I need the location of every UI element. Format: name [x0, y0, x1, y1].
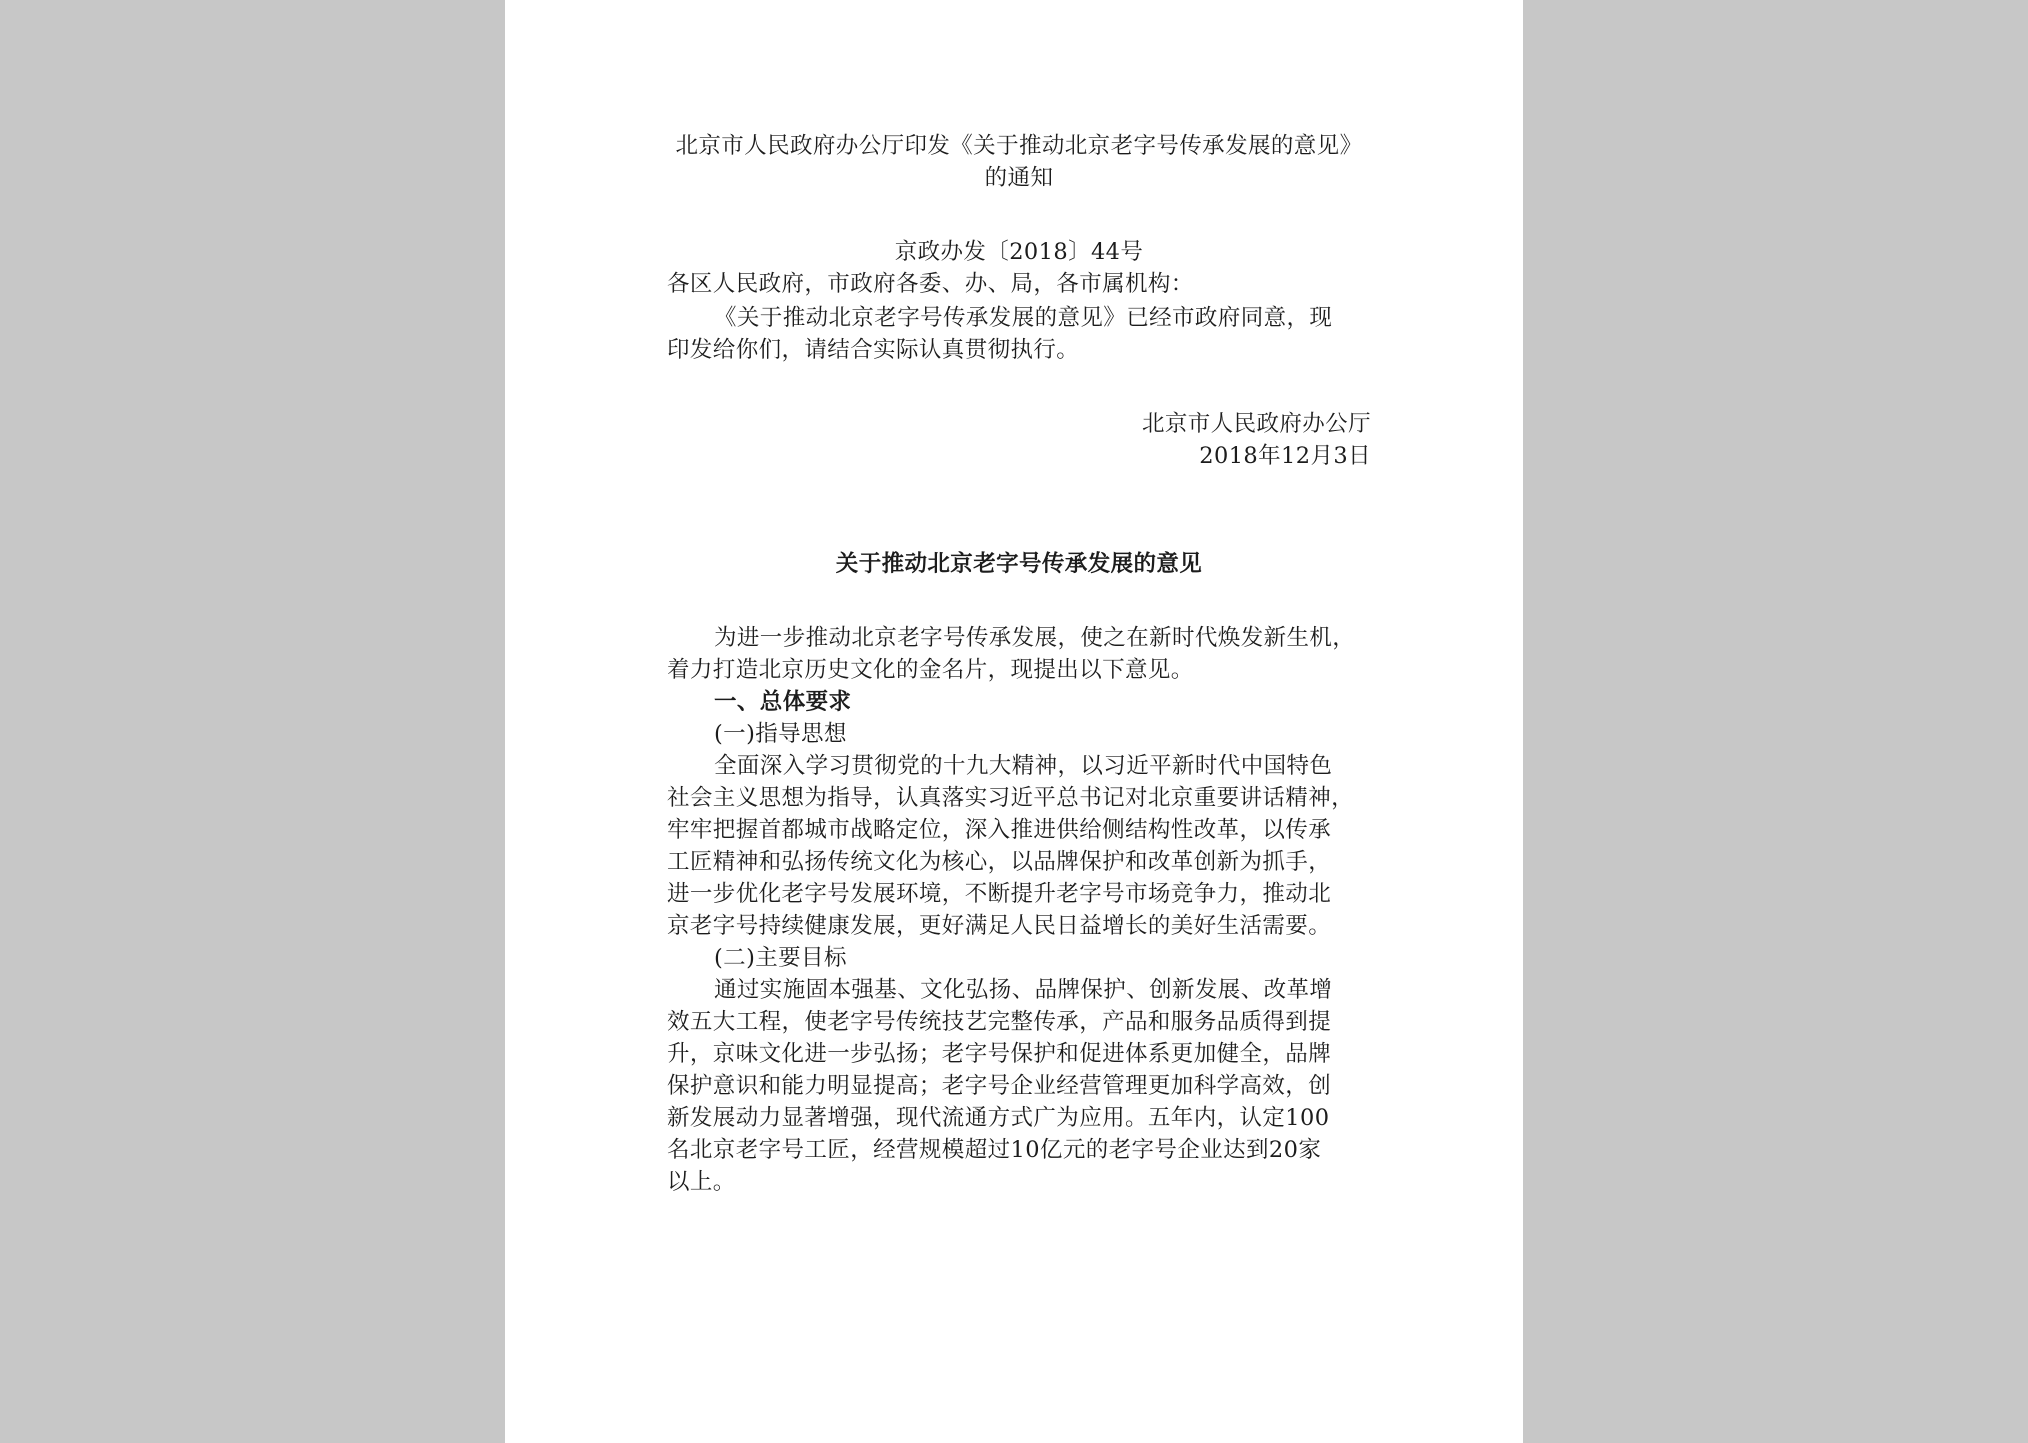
paragraph-line: 通过实施固本强基、文化弘扬、品牌保护、创新发展、改革增: [714, 977, 1333, 1003]
notice-title-line-1: 北京市人民政府办公厅印发《关于推动北京老字号传承发展的意见》: [675, 133, 1363, 159]
paragraph-line: 名北京老字号工匠，经营规模超过10亿元的老字号企业达到20家: [667, 1137, 1322, 1163]
paragraph-line: 工匠精神和弘扬传统文化为核心，以品牌保护和改革创新为抓手，: [667, 849, 1332, 875]
intro-line-2: 着力打造北京历史文化的金名片，现提出以下意见。: [667, 657, 1194, 683]
paragraph-line: 保护意识和能力明显提高；老字号企业经营管理更加科学高效，创: [667, 1073, 1332, 1099]
section-heading-general: 一、总体要求: [714, 689, 852, 715]
paragraph-line: 进一步优化老字号发展环境，不断提升老字号市场竞争力，推动北: [667, 881, 1332, 907]
opinion-intro: [667, 622, 1371, 686]
addressee: 各区人民政府，市政府各委、办、局，各市属机构：: [667, 271, 1194, 297]
notice-body-line-2: 印发给你们，请结合实际认真贯彻执行。: [667, 337, 1080, 363]
page-content: [667, 0, 1371, 1198]
sender-name: 北京市人民政府办公厅: [1141, 411, 1371, 437]
notice-title: [667, 130, 1371, 194]
signature-block: [667, 408, 1371, 472]
guiding-paragraph: [667, 750, 1371, 942]
issue-date: 2018年12月3日: [1199, 443, 1371, 469]
notice-body: [667, 302, 1371, 366]
paragraph-line: 效五大工程，使老字号传统技艺完整传承，产品和服务品质得到提: [667, 1009, 1332, 1035]
subsection-heading-guiding: (一)指导思想: [714, 721, 847, 747]
paragraph-line: 京老字号持续健康发展，更好满足人民日益增长的美好生活需要。: [667, 913, 1332, 939]
opinion-title: 关于推动北京老字号传承发展的意见: [835, 551, 1203, 577]
paragraph-line: 全面深入学习贯彻党的十九大精神，以习近平新时代中国特色: [714, 753, 1333, 779]
doc-number: 京政办发〔2018〕44号: [894, 239, 1144, 265]
paragraph-line: 升，京味文化进一步弘扬；老字号保护和促进体系更加健全，品牌: [667, 1041, 1332, 1067]
subsection-heading-goals: (二)主要目标: [714, 945, 847, 971]
goals-paragraph: [667, 974, 1371, 1198]
paragraph-line: 牢牢把握首都城市战略定位，深入推进供给侧结构性改革，以传承: [667, 817, 1332, 843]
intro-line-1: 为进一步推动北京老字号传承发展，使之在新时代焕发新生机，: [714, 625, 1356, 651]
notice-body-line-1: 《关于推动北京老字号传承发展的意见》已经市政府同意，现: [714, 305, 1333, 331]
notice-title-line-2: 的通知: [984, 165, 1054, 191]
paragraph-line: 以上。: [667, 1169, 736, 1195]
paragraph-line: 新发展动力显著增强，现代流通方式广为应用。五年内，认定100: [667, 1105, 1330, 1131]
document-page: [505, 0, 1523, 1443]
paragraph-line: 社会主义思想为指导，认真落实习近平总书记对北京重要讲话精神，: [667, 785, 1355, 811]
